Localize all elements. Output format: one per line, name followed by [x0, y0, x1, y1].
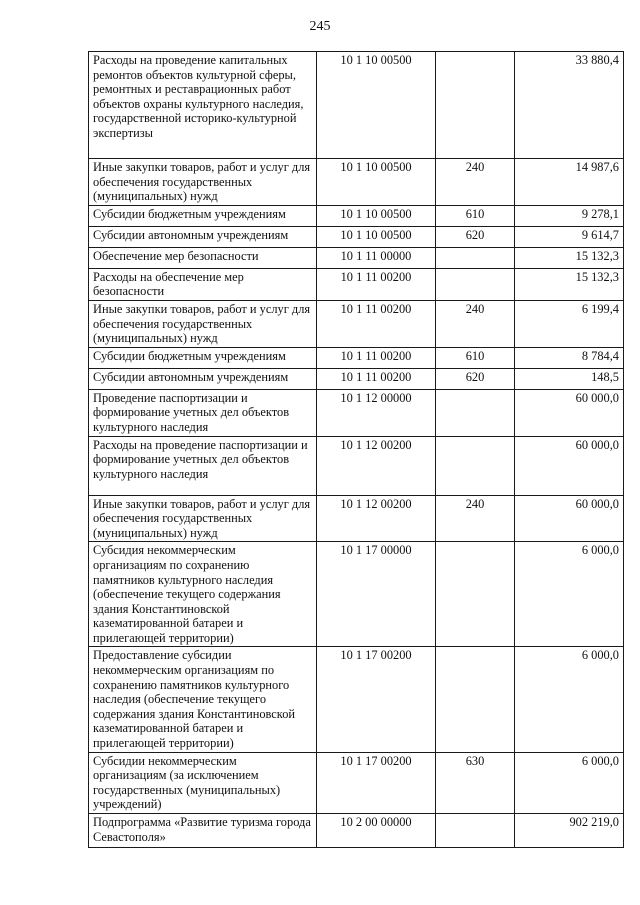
- target-article-code-cell: 10 2 00 00000: [317, 814, 436, 848]
- amount-cell: 60 000,0: [515, 436, 624, 495]
- target-article-code-cell: 10 1 11 00200: [317, 300, 436, 347]
- amount-cell: 60 000,0: [515, 495, 624, 542]
- expense-name-cell: Иные закупки товаров, работ и услуг для обеспечения государственных (муниципальных) нужд: [89, 300, 317, 347]
- table-row: [89, 159, 624, 206]
- target-article-code-cell: 10 1 12 00200: [317, 436, 436, 495]
- table-row: [89, 347, 624, 368]
- table-row: [89, 752, 624, 813]
- table-row: [89, 268, 624, 300]
- table-row: [89, 814, 624, 848]
- expense-type-code-cell: [436, 542, 515, 647]
- amount-cell: 9 614,7: [515, 226, 624, 247]
- expense-type-code-cell: 610: [436, 205, 515, 226]
- amount-cell: 902 219,0: [515, 814, 624, 848]
- amount-cell: 6 199,4: [515, 300, 624, 347]
- amount-cell: 60 000,0: [515, 389, 624, 436]
- expense-type-code-cell: 240: [436, 159, 515, 206]
- amount-cell: 14 987,6: [515, 159, 624, 206]
- expense-name-cell: Субсидия некоммерческим организациям по сохранению памятников культурного наследия (обеспечение текущего содержания здания Константиновской казематированной батареи и прилегающей территории): [89, 542, 317, 647]
- table-row: [89, 205, 624, 226]
- expense-type-code-cell: [436, 436, 515, 495]
- expense-type-code-cell: [436, 814, 515, 848]
- expense-type-code-cell: [436, 389, 515, 436]
- target-article-code-cell: 10 1 11 00200: [317, 268, 436, 300]
- target-article-code-cell: 10 1 10 00500: [317, 226, 436, 247]
- table-row: [89, 495, 624, 542]
- expense-type-code-cell: [436, 647, 515, 752]
- expense-name-cell: Обеспечение мер безопасности: [89, 247, 317, 268]
- table-row: [89, 247, 624, 268]
- target-article-code-cell: 10 1 11 00200: [317, 368, 436, 389]
- amount-cell: 15 132,3: [515, 247, 624, 268]
- expense-name-cell: Субсидии автономным учреждениям: [89, 226, 317, 247]
- amount-cell: 33 880,4: [515, 52, 624, 159]
- target-article-code-cell: 10 1 11 00200: [317, 347, 436, 368]
- table-row: [89, 226, 624, 247]
- expense-type-code-cell: 620: [436, 368, 515, 389]
- target-article-code-cell: 10 1 10 00500: [317, 205, 436, 226]
- expense-name-cell: Субсидии бюджетным учреждениям: [89, 347, 317, 368]
- expense-type-code-cell: 240: [436, 300, 515, 347]
- target-article-code-cell: 10 1 11 00000: [317, 247, 436, 268]
- expense-name-cell: Субсидии некоммерческим организациям (за исключением государственных (муниципальных) учреждений): [89, 752, 317, 813]
- target-article-code-cell: 10 1 12 00200: [317, 495, 436, 542]
- table-row: [89, 436, 624, 495]
- expense-name-cell: Иные закупки товаров, работ и услуг для обеспечения государственных (муниципальных) нужд: [89, 495, 317, 542]
- amount-cell: 6 000,0: [515, 542, 624, 647]
- expense-type-code-cell: 630: [436, 752, 515, 813]
- expense-name-cell: Субсидии автономным учреждениям: [89, 368, 317, 389]
- amount-cell: 6 000,0: [515, 647, 624, 752]
- expense-type-code-cell: 610: [436, 347, 515, 368]
- target-article-code-cell: 10 1 10 00500: [317, 52, 436, 159]
- expense-name-cell: Расходы на проведение паспортизации и формирование учетных дел объектов культурного наследия: [89, 436, 317, 495]
- budget-table: [88, 51, 624, 848]
- amount-cell: 148,5: [515, 368, 624, 389]
- budget-table-body: [89, 52, 624, 848]
- expense-name-cell: Расходы на обеспечение мер безопасности: [89, 268, 317, 300]
- amount-cell: 8 784,4: [515, 347, 624, 368]
- expense-name-cell: Проведение паспортизации и формирование учетных дел объектов культурного наследия: [89, 389, 317, 436]
- expense-type-code-cell: 620: [436, 226, 515, 247]
- expense-type-code-cell: [436, 268, 515, 300]
- target-article-code-cell: 10 1 17 00200: [317, 752, 436, 813]
- expense-type-code-cell: [436, 247, 515, 268]
- table-row: [89, 368, 624, 389]
- target-article-code-cell: 10 1 17 00200: [317, 647, 436, 752]
- expense-name-cell: Иные закупки товаров, работ и услуг для обеспечения государственных (муниципальных) нужд: [89, 159, 317, 206]
- target-article-code-cell: 10 1 12 00000: [317, 389, 436, 436]
- table-row: [89, 542, 624, 647]
- page-number: 245: [309, 19, 331, 34]
- table-row: [89, 389, 624, 436]
- expense-name-cell: Подпрограмма «Развитие туризма города Севастополя»: [89, 814, 317, 848]
- amount-cell: 9 278,1: [515, 205, 624, 226]
- expense-name-cell: Расходы на проведение капитальных ремонтов объектов культурной сферы, ремонтных и реставрационных работ объектов охраны культурного наследия, государственной историко-культурной экспертизы: [89, 52, 317, 159]
- expense-name-cell: Субсидии бюджетным учреждениям: [89, 205, 317, 226]
- expense-type-code-cell: 240: [436, 495, 515, 542]
- expense-name-cell: Предоставление субсидии некоммерческим организациям по сохранению памятников культурного наследия (обеспечение текущего содержания здания Константиновской казематированной батареи и прилегающей территории): [89, 647, 317, 752]
- amount-cell: 15 132,3: [515, 268, 624, 300]
- table-row: [89, 52, 624, 159]
- amount-cell: 6 000,0: [515, 752, 624, 813]
- expense-type-code-cell: [436, 52, 515, 159]
- target-article-code-cell: 10 1 10 00500: [317, 159, 436, 206]
- table-row: [89, 300, 624, 347]
- table-row: [89, 647, 624, 752]
- target-article-code-cell: 10 1 17 00000: [317, 542, 436, 647]
